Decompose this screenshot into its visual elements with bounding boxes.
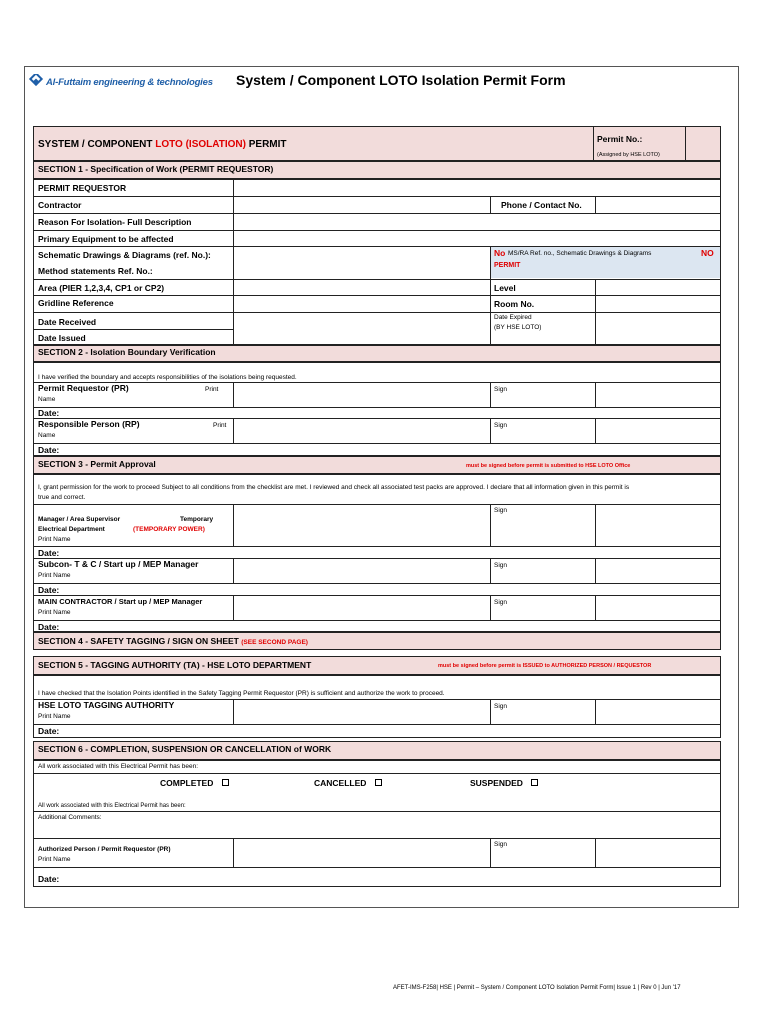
primary-equipment-label: Primary Equipment to be affected xyxy=(38,234,174,244)
subcon-sign-field[interactable] xyxy=(596,559,720,582)
permit-no-note: (Assigned by HSE LOTO) xyxy=(597,152,660,158)
main-contractor-print-name: Print Name xyxy=(38,609,71,616)
section6-associated-2: All work associated with this Electrical Permit has been: xyxy=(38,803,186,809)
phone-field[interactable] xyxy=(596,197,720,212)
reason-label: Reason For Isolation- Full Description xyxy=(38,217,192,227)
permit-title: SYSTEM / COMPONENT LOTO (ISOLATION) PERMIT xyxy=(38,139,287,150)
subcon-sign-label: Sign xyxy=(494,562,508,569)
additional-comments-label: Additional Comments: xyxy=(38,814,102,821)
section2-heading: SECTION 2 - Isolation Boundary Verification xyxy=(38,347,216,357)
rp-name-label: Name xyxy=(38,432,56,439)
section3-statement-1: I, grant permission for the work to proceed Subject to all conditions from the checklist are met. I reviewed and check all associated test packs are approved. I declare that all information given in this permit is xyxy=(38,484,630,491)
rp-print-label: Print xyxy=(213,422,227,429)
date-issued-label: Date Issued xyxy=(38,333,86,343)
contractor-label: Contractor xyxy=(38,200,82,210)
rp-label: Responsible Person (RP) xyxy=(38,419,140,429)
schematic-field[interactable] xyxy=(234,247,489,278)
authorized-name-field[interactable] xyxy=(234,839,489,866)
authorized-label: Authorized Person / Permit Requestor (PR) xyxy=(38,846,171,853)
hse-tagging-sign-field[interactable] xyxy=(596,700,720,723)
completed-label: COMPLETED xyxy=(160,779,229,788)
pr-label: Permit Requestor (PR) xyxy=(38,383,129,393)
main-contractor-sign-field[interactable] xyxy=(596,596,720,619)
pr-date-label: Date: xyxy=(38,408,60,418)
hse-tagging-print-name: Print Name xyxy=(38,713,71,720)
hse-tagging-name-field[interactable] xyxy=(234,700,489,723)
room-field[interactable] xyxy=(596,296,720,311)
permit-requestor-label: PERMIT REQUESTOR xyxy=(38,183,127,193)
section5-heading: SECTION 5 - TAGGING AUTHORITY (TA) - HSE LOTO DEPARTMENT xyxy=(38,660,312,670)
pr-sign-field[interactable] xyxy=(596,383,720,406)
section1-heading: SECTION 1 - Specification of Work (PERMIT REQUESTOR) xyxy=(38,164,274,174)
additional-comments-field[interactable] xyxy=(34,823,720,837)
manager-label: Manager / Area Supervisor xyxy=(38,516,121,523)
suspended-checkbox[interactable] xyxy=(531,779,538,786)
section3-statement-2: true and correct. xyxy=(38,494,86,501)
company-logo-text: Al-Futtaim engineering & technologies xyxy=(46,76,213,88)
date-expired-field[interactable] xyxy=(596,313,720,344)
subcon-print-name: Print Name xyxy=(38,572,71,579)
page-footer: AFET-IMS-F258| HSE | Permit – System / Component LOTO Isolation Permit Form| Issue 1 | Rev 0 | Jun '17 xyxy=(393,985,681,991)
section4-heading: SECTION 4 - SAFETY TAGGING / SIGN ON SHEET (SEE SECOND PAGE) xyxy=(38,636,308,646)
cancelled-label: CANCELLED xyxy=(314,779,382,788)
hse-tagging-sign-label: Sign xyxy=(494,703,508,710)
pr-print-label: Print xyxy=(205,386,219,393)
primary-equipment-field[interactable] xyxy=(234,231,720,245)
hse-tagging-date-label: Date: xyxy=(38,726,60,736)
authorized-print-name: Print Name xyxy=(38,856,71,863)
section3-note: must be signed before permit is submitted to HSE LOTO Office xyxy=(466,463,631,469)
contractor-field[interactable] xyxy=(234,197,489,212)
area-field[interactable] xyxy=(234,280,489,294)
gridline-label: Gridline Reference xyxy=(38,298,114,308)
temporary-label: Temporary xyxy=(180,516,214,523)
temporary-power-label: (TEMPORARY POWER) xyxy=(133,526,205,533)
rp-sign-field[interactable] xyxy=(596,419,720,442)
no-word: No xyxy=(494,248,506,258)
level-label: Level xyxy=(494,283,516,293)
reason-field[interactable] xyxy=(234,214,720,229)
authorized-sign-label: Sign xyxy=(494,841,508,848)
main-contractor-date-label: Date: xyxy=(38,622,60,632)
subcon-date-label: Date: xyxy=(38,585,60,595)
date-received-label: Date Received xyxy=(38,317,97,327)
section5-statement: I have checked that the Isolation Points identified in the Safety Tagging Permit Requestor (PR) is sufficient and authorize the work to proceed. xyxy=(38,690,445,697)
no-word-right: NO xyxy=(701,248,714,258)
authorized-sign-field[interactable] xyxy=(596,839,720,866)
level-field[interactable] xyxy=(596,280,720,294)
manager-sign-label: Sign xyxy=(494,507,508,514)
section6-heading: SECTION 6 - COMPLETION, SUSPENSION OR CANCELLATION of WORK xyxy=(38,744,332,754)
pr-name-label: Name xyxy=(38,396,56,403)
form-title: System / Component LOTO Isolation Permit Form xyxy=(236,72,566,88)
completed-checkbox[interactable] xyxy=(222,779,229,786)
pr-sign-label: Sign xyxy=(494,386,508,393)
pr-name-field[interactable] xyxy=(234,383,489,406)
method-label: Method statements Ref. No.: xyxy=(38,266,153,276)
manager-sign-field[interactable] xyxy=(596,505,720,545)
main-contractor-sign-label: Sign xyxy=(494,599,508,606)
permit-word: PERMIT xyxy=(494,262,521,269)
msra-note: MS/RA Ref. no., Schematic Drawings & Diagrams xyxy=(508,250,652,257)
subcon-name-field[interactable] xyxy=(234,559,489,582)
rp-date-label: Date: xyxy=(38,445,60,455)
schematic-label: Schematic Drawings & Diagrams (ref. No.): xyxy=(38,250,211,260)
date-received-field[interactable] xyxy=(234,313,489,344)
manager-date-label: Date: xyxy=(38,548,60,558)
section3-heading: SECTION 3 - Permit Approval xyxy=(38,459,156,469)
rp-sign-label: Sign xyxy=(494,422,508,429)
date-expired-label: Date Expired xyxy=(494,314,532,321)
hse-tagging-label: HSE LOTO TAGGING AUTHORITY xyxy=(38,700,175,710)
suspended-label: SUSPENDED xyxy=(470,779,538,788)
rp-name-field[interactable] xyxy=(234,419,489,442)
subcon-label: Subcon- T & C / Start up / MEP Manager xyxy=(38,559,199,569)
manager-print-name: Print Name xyxy=(38,536,71,543)
room-label: Room No. xyxy=(494,299,535,309)
main-contractor-label: MAIN CONTRACTOR / Start up / MEP Manager xyxy=(38,597,203,606)
permit-no-label: Permit No.: xyxy=(597,134,643,144)
area-label: Area (PIER 1,2,3,4, CP1 or CP2) xyxy=(38,283,165,293)
authorized-date-label: Date: xyxy=(38,874,60,884)
by-hse-label: (BY HSE LOTO) xyxy=(494,324,542,331)
section6-associated: All work associated with this Electrical Permit has been: xyxy=(38,763,199,770)
main-contractor-name-field[interactable] xyxy=(234,596,489,619)
gridline-field[interactable] xyxy=(234,296,489,311)
section2-statement: I have verified the boundary and accepts responsibilities of the isolations being requested. xyxy=(38,374,297,381)
manager-name-field[interactable] xyxy=(234,505,489,545)
cancelled-checkbox[interactable] xyxy=(375,779,382,786)
section5-note: must be signed before permit is ISSUED to AUTHORIZED PERSON / REQUESTOR xyxy=(438,663,652,669)
electrical-label: Electrical Department xyxy=(38,526,105,533)
permit-no-field[interactable] xyxy=(686,127,720,160)
phone-label: Phone / Contact No. xyxy=(501,200,582,210)
